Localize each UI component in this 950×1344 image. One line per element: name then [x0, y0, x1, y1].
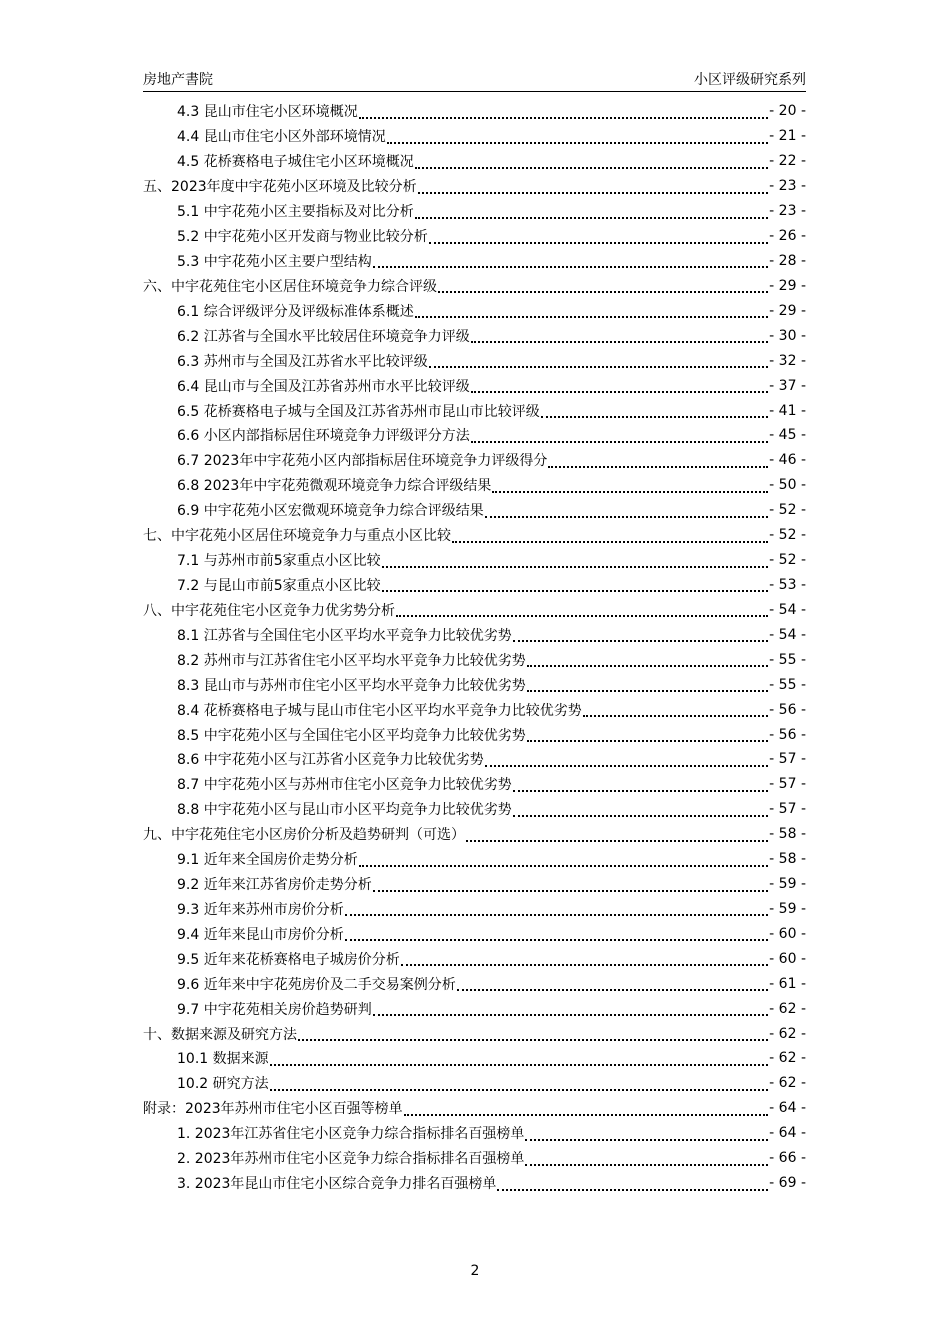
toc-entry[interactable] — [143, 946, 806, 971]
dot-leader — [471, 440, 768, 443]
toc-entry-title: 7.1 与苏州市前5家重点小区比较 — [177, 553, 381, 570]
toc-entry-title: 6.4 昆山市与全国及江苏省苏州市水平比较评级 — [177, 378, 470, 395]
toc-entry-title: 6.3 苏州市与全国及江苏省水平比较评级 — [177, 353, 428, 370]
toc-entry-page: - 54 - — [769, 626, 806, 643]
dot-leader — [527, 664, 768, 667]
toc-entry[interactable] — [143, 548, 806, 573]
toc-entry-title: 六、中宇花苑住宅小区居住环境竞争力综合评级 — [143, 278, 437, 295]
toc-entry[interactable] — [143, 423, 806, 448]
toc-entry[interactable] — [143, 99, 806, 124]
toc-entry-title: 5.3 中宇花苑小区主要户型结构 — [177, 253, 372, 270]
toc-entry-title: 8.3 昆山市与苏州市住宅小区平均水平竞争力比较优劣势 — [177, 677, 526, 694]
toc-entry[interactable] — [143, 847, 806, 872]
toc-entry[interactable] — [143, 971, 806, 996]
dot-leader — [345, 938, 768, 941]
toc-entry-page: - 28 - — [769, 252, 806, 269]
toc-entry-title: 9.7 中宇花苑相关房价趋势研判 — [177, 1001, 372, 1018]
toc-entry-title: 9.5 近年来花桥赛格电子城房价分析 — [177, 951, 400, 968]
toc-entry-page: - 59 - — [769, 876, 806, 893]
toc-entry[interactable] — [143, 124, 806, 149]
toc-entry-title: 7.2 与昆山市前5家重点小区比较 — [177, 577, 381, 594]
dot-leader — [485, 764, 768, 767]
toc-entry-page: - 62 - — [769, 1050, 806, 1067]
toc-entry-title: 2. 2023年苏州市住宅小区竞争力综合指标排名百强榜单 — [177, 1151, 525, 1168]
toc-entry[interactable] — [143, 473, 806, 498]
header-left-title: 房地产書院 — [143, 71, 213, 88]
toc-entry-page: - 55 - — [769, 676, 806, 693]
toc-entry-title: 6.6 小区内部指标居住环境竞争力评级评分方法 — [177, 428, 470, 445]
toc-entry-page: - 37 - — [769, 377, 806, 394]
toc-entry[interactable] — [143, 1046, 806, 1071]
dot-leader — [513, 814, 768, 817]
toc-entry-page: - 62 - — [769, 1075, 806, 1092]
dot-leader — [513, 789, 768, 792]
toc-entry-page: - 22 - — [769, 153, 806, 170]
toc-entry-page: - 58 - — [769, 851, 806, 868]
dot-leader — [471, 340, 768, 343]
dot-leader — [401, 963, 768, 966]
toc-entry[interactable] — [143, 149, 806, 174]
toc-entry-page: - 52 - — [769, 527, 806, 544]
dot-leader — [525, 1163, 768, 1166]
toc-entry[interactable] — [143, 772, 806, 797]
dot-leader — [373, 1013, 768, 1016]
toc-entry[interactable] — [143, 722, 806, 747]
toc-entry[interactable] — [143, 597, 806, 622]
dot-leader — [418, 191, 769, 194]
dot-leader — [541, 415, 768, 418]
dot-leader — [583, 714, 768, 717]
dot-leader — [373, 265, 768, 268]
toc-entry[interactable] — [143, 1021, 806, 1046]
toc-entry[interactable] — [143, 647, 806, 672]
dot-leader — [270, 1063, 769, 1066]
toc-entry-title: 九、中宇花苑住宅小区房价分析及趋势研判（可选） — [143, 827, 465, 844]
toc-entry-page: - 59 - — [769, 900, 806, 917]
toc-entry-page: - 20 - — [769, 103, 806, 120]
toc-entry-page: - 66 - — [769, 1150, 806, 1167]
dot-leader — [373, 889, 768, 892]
toc-entry-title: 9.6 近年来中宇花苑房价及二手交易案例分析 — [177, 976, 456, 993]
toc-entry[interactable] — [143, 1121, 806, 1146]
toc-entry-page: - 57 - — [769, 801, 806, 818]
toc-entry[interactable] — [143, 348, 806, 373]
toc-entry-title: 五、2023年度中宇花苑小区环境及比较分析 — [143, 179, 417, 196]
header-right-title: 小区评级研究系列 — [694, 71, 806, 88]
toc-entry-title: 8.1 江苏省与全国住宅小区平均水平竞争力比较优劣势 — [177, 627, 512, 644]
toc-entry-page: - 60 - — [769, 925, 806, 942]
toc-entry-title: 9.1 近年来全国房价走势分析 — [177, 852, 358, 869]
toc-entry[interactable] — [143, 298, 806, 323]
toc-entry-title: 8.6 中宇花苑小区与江苏省小区竞争力比较优劣势 — [177, 752, 484, 769]
dot-leader — [457, 988, 768, 991]
toc-entry-title: 6.5 花桥赛格电子城与全国及江苏省苏州市昆山市比较评级 — [177, 403, 540, 420]
toc-entry[interactable] — [143, 573, 806, 598]
toc-entry-title: 3. 2023年昆山市住宅小区综合竞争力排名百强榜单 — [177, 1176, 497, 1193]
dot-leader — [415, 216, 768, 219]
toc-entry-page: - 45 - — [769, 427, 806, 444]
toc-entry[interactable] — [143, 872, 806, 897]
dot-leader — [382, 565, 769, 568]
toc-entry[interactable] — [143, 672, 806, 697]
toc-entry[interactable] — [143, 224, 806, 249]
toc-entry-title: 8.8 中宇花苑小区与昆山市小区平均竞争力比较优劣势 — [177, 802, 512, 819]
toc-entry[interactable] — [143, 1071, 806, 1096]
toc-entry-page: - 69 - — [769, 1175, 806, 1192]
toc-entry-title: 八、中宇花苑住宅小区竞争力优劣势分析 — [143, 602, 395, 619]
toc-entry-title: 4.5 花桥赛格电子城住宅小区环境概况 — [177, 154, 414, 171]
toc-entry-page: - 41 - — [769, 402, 806, 419]
dot-leader — [527, 689, 768, 692]
toc-entry[interactable] — [143, 273, 806, 298]
toc-entry[interactable] — [143, 249, 806, 274]
dot-leader — [471, 390, 768, 393]
toc-entry-title: 6.7 2023年中宇花苑小区内部指标居住环境竞争力评级得分 — [177, 453, 548, 470]
toc-entry-page: - 30 - — [769, 327, 806, 344]
dot-leader — [466, 839, 768, 842]
toc-entry-title: 七、中宇花苑小区居住环境竞争力与重点小区比较 — [143, 528, 451, 545]
toc-entry-title: 8.5 中宇花苑小区与全国住宅小区平均竞争力比较优劣势 — [177, 727, 526, 744]
toc-entry-page: - 64 - — [769, 1125, 806, 1142]
dot-leader — [492, 490, 768, 493]
toc-entry-page: - 26 - — [769, 228, 806, 245]
toc-entry-page: - 61 - — [769, 975, 806, 992]
toc-entry-page: - 50 - — [769, 477, 806, 494]
toc-entry[interactable] — [143, 897, 806, 922]
toc-entry-page: - 32 - — [769, 352, 806, 369]
dot-leader — [415, 166, 768, 169]
dot-leader — [527, 739, 768, 742]
toc-entry-page: - 57 - — [769, 776, 806, 793]
dot-leader — [298, 1038, 768, 1041]
toc-entry-page: - 23 - — [769, 178, 806, 195]
toc-entry-page: - 57 - — [769, 751, 806, 768]
toc-entry[interactable] — [143, 747, 806, 772]
toc-entry-title: 10.1 数据来源 — [177, 1051, 269, 1068]
toc-entry[interactable] — [143, 622, 806, 647]
toc-entry[interactable] — [143, 996, 806, 1021]
dot-leader — [396, 614, 768, 617]
toc-entry-page: - 52 - — [769, 502, 806, 519]
dot-leader — [429, 365, 768, 368]
toc-entry[interactable] — [143, 199, 806, 224]
toc-entry-title: 附录：2023年苏州市住宅小区百强等榜单 — [143, 1101, 403, 1118]
toc-entry-title: 8.2 苏州市与江苏省住宅小区平均水平竞争力比较优劣势 — [177, 652, 526, 669]
toc-entry-title: 9.2 近年来江苏省房价走势分析 — [177, 877, 372, 894]
dot-leader — [415, 315, 768, 318]
toc-entry-page: - 29 - — [769, 277, 806, 294]
toc-entry[interactable] — [143, 523, 806, 548]
toc-entry-page: - 46 - — [769, 452, 806, 469]
dot-leader — [382, 589, 769, 592]
toc-entry-title: 5.1 中宇花苑小区主要指标及对比分析 — [177, 204, 414, 221]
toc-entry-title: 9.3 近年来苏州市房价分析 — [177, 901, 344, 918]
toc-entry[interactable] — [143, 1096, 806, 1121]
toc-entry-title: 4.4 昆山市住宅小区外部环境情况 — [177, 129, 386, 146]
toc-entry-page: - 64 - — [769, 1100, 806, 1117]
toc-entry-page: - 21 - — [769, 128, 806, 145]
dot-leader — [404, 1113, 769, 1116]
toc-entry-title: 6.2 江苏省与全国水平比较居住环境竞争力评级 — [177, 328, 470, 345]
toc-entry-page: - 29 - — [769, 302, 806, 319]
toc-entry-page: - 53 - — [769, 576, 806, 593]
toc-entry-page: - 52 - — [769, 552, 806, 569]
toc-entry-page: - 55 - — [769, 651, 806, 668]
dot-leader — [452, 540, 768, 543]
toc-entry-title: 6.1 综合评级评分及评级标准体系概述 — [177, 303, 414, 320]
dot-leader — [513, 639, 768, 642]
toc-entry-title: 1. 2023年江苏省住宅小区竞争力综合指标排名百强榜单 — [177, 1126, 525, 1143]
toc-entry[interactable] — [143, 797, 806, 822]
toc-entry[interactable] — [143, 1146, 806, 1171]
toc-entry-page: - 56 - — [769, 701, 806, 718]
toc-entry[interactable] — [143, 822, 806, 847]
toc-entry-page: - 60 - — [769, 950, 806, 967]
toc-entry-title: 10.2 研究方法 — [177, 1076, 269, 1093]
toc-entry-page: - 62 - — [769, 1000, 806, 1017]
dot-leader — [387, 141, 768, 144]
toc-entry[interactable] — [143, 697, 806, 722]
toc-entry-page: - 56 - — [769, 726, 806, 743]
toc-entry[interactable] — [143, 398, 806, 423]
dot-leader — [345, 913, 768, 916]
page-header — [143, 66, 806, 92]
dot-leader — [485, 515, 768, 518]
toc-entry-title: 4.3 昆山市住宅小区环境概况 — [177, 104, 358, 121]
toc-entry-title: 9.4 近年来昆山市房价分析 — [177, 926, 344, 943]
toc-entry[interactable] — [143, 373, 806, 398]
toc-entry[interactable] — [143, 448, 806, 473]
page-number: 2 — [470, 1263, 480, 1279]
toc-entry-title: 十、数据来源及研究方法 — [143, 1026, 297, 1043]
dot-leader — [548, 465, 768, 468]
toc-entry-page: - 54 - — [769, 601, 806, 618]
toc-entry-title: 8.7 中宇花苑小区与苏州市住宅小区竞争力比较优劣势 — [177, 777, 512, 794]
toc-entry-page: - 23 - — [769, 203, 806, 220]
toc-entry-title: 5.2 中宇花苑小区开发商与物业比较分析 — [177, 229, 428, 246]
toc-entry-title: 6.9 中宇花苑小区宏微观环境竞争力综合评级结果 — [177, 503, 484, 520]
toc-entry-page: - 62 - — [769, 1025, 806, 1042]
dot-leader — [429, 241, 768, 244]
dot-leader — [497, 1188, 768, 1191]
dot-leader — [525, 1138, 768, 1141]
toc-entry-page: - 58 - — [769, 826, 806, 843]
table-of-contents — [143, 99, 806, 1196]
toc-entry[interactable] — [143, 174, 806, 199]
toc-entry[interactable] — [143, 323, 806, 348]
dot-leader — [359, 864, 768, 867]
toc-entry[interactable] — [143, 921, 806, 946]
dot-leader — [359, 116, 768, 119]
toc-entry-title: 6.8 2023年中宇花苑微观环境竞争力综合评级结果 — [177, 478, 492, 495]
toc-entry[interactable] — [143, 498, 806, 523]
toc-entry[interactable] — [143, 1171, 806, 1196]
dot-leader — [438, 290, 768, 293]
dot-leader — [270, 1088, 769, 1091]
toc-entry-title: 8.4 花桥赛格电子城与昆山市住宅小区平均水平竞争力比较优劣势 — [177, 702, 582, 719]
